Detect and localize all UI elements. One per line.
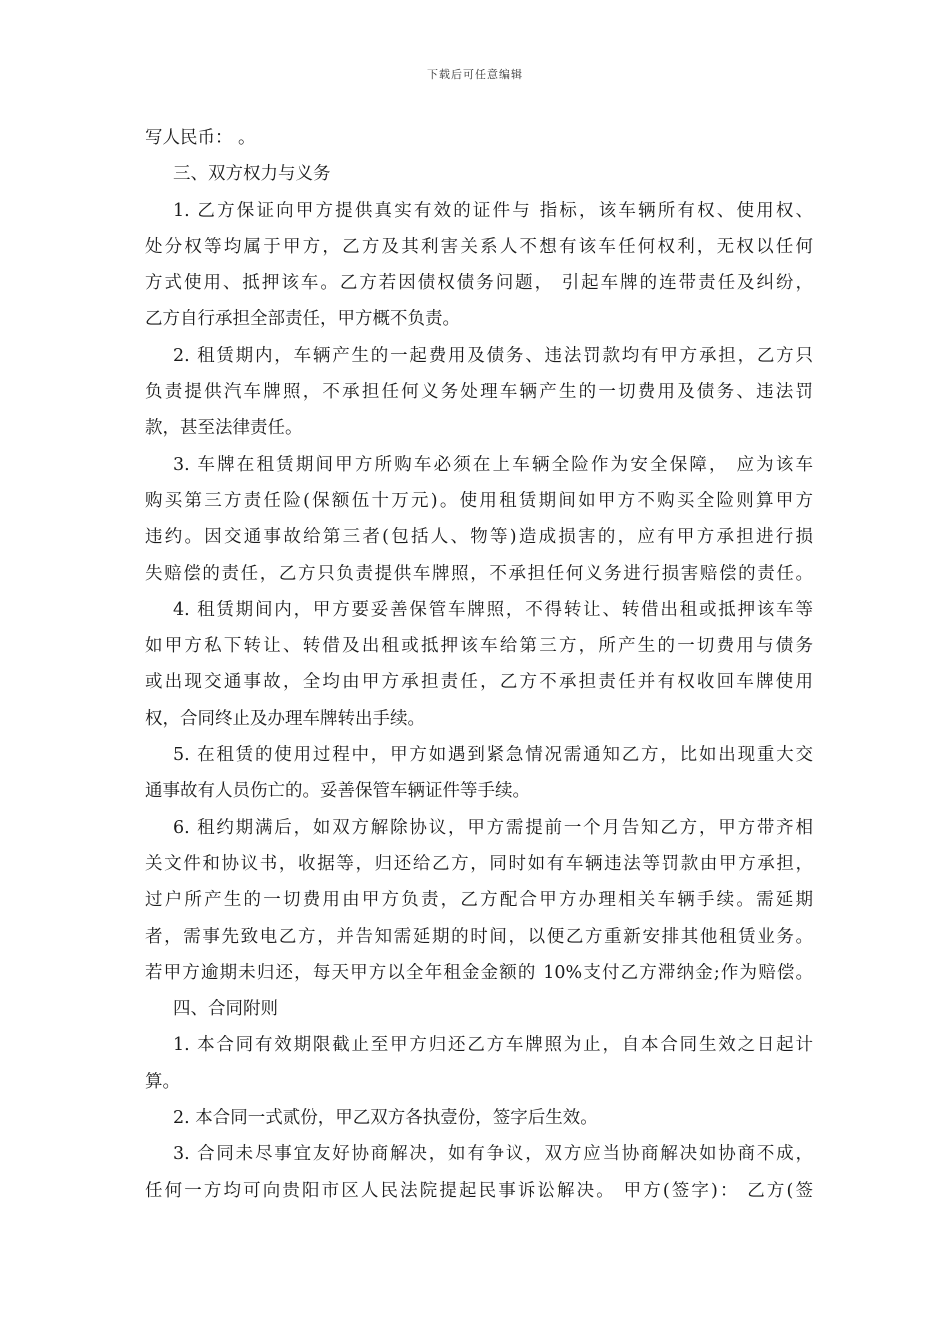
text-line: 方式使用、抵押该车。乙方若因债权债务问题， 引起车牌的连带责任及纠纷，	[145, 273, 813, 294]
signature-line: 任何一方均可向贵阳市区人民法院提起民事诉讼解决。 甲方(签字)： 乙方(签	[145, 1180, 813, 1201]
text-line: 6. 租约期满后，如双方解除协议，甲方需提前一个月告知乙方，甲方带齐相	[173, 817, 813, 838]
section-heading-appendix: 四、合同附则	[173, 999, 278, 1020]
text-line: 关文件和协议书，收据等，归还给乙方，同时如有车辆违法等罚款由甲方承担，	[145, 853, 813, 874]
text-line: 4. 租赁期间内，甲方要妥善保管车牌照，不得转让、转借出租或抵押该车等	[173, 599, 813, 620]
text-line: 2. 本合同一式贰份，甲乙双方各执壹份，签字后生效。	[173, 1108, 598, 1129]
text-line: 违约。因交通事故给第三者(包括人、物等)造成损害的，应有甲方承担进行损	[145, 527, 813, 548]
text-line: 1. 乙方保证向甲方提供真实有效的证件与 指标，该车辆所有权、使用权、	[173, 200, 813, 221]
text-line: 3. 合同未尽事宜友好协商解决，如有争议，双方应当协商解决如协商不成，	[173, 1144, 813, 1165]
text-line: 或出现交通事故，全均由甲方承担责任，乙方不承担责任并有权收回车牌使用	[145, 672, 813, 693]
text-line: 2. 租赁期内，车辆产生的一起费用及债务、违法罚款均有甲方承担，乙方只	[173, 345, 813, 366]
text-line: 权，合同终止及办理车牌转出手续。	[145, 708, 425, 729]
section-heading-rights: 三、双方权力与义务	[173, 164, 331, 185]
text-line: 如甲方私下转让、转借及出租或抵押该车给第三方，所产生的一切费用与债务	[145, 636, 813, 657]
text-line: 款，甚至法律责任。	[145, 418, 303, 439]
text-line: 1. 本合同有效期限截止至甲方归还乙方车牌照为止，自本合同生效之日起计	[173, 1035, 813, 1056]
text-line: 若甲方逾期未归还，每天甲方以全年租金金额的 10%支付乙方滞纳金;作为赔偿。	[145, 962, 813, 983]
text-line: 处分权等均属于甲方，乙方及其利害关系人不想有该车任何权利，无权以任何	[145, 236, 813, 257]
text-line: 过户所产生的一切费用由甲方负责，乙方配合甲方办理相关车辆手续。需延期	[145, 890, 813, 911]
text-line: 购买第三方责任险(保额伍十万元)。使用租赁期间如甲方不购买全险则算甲方	[145, 490, 813, 511]
text-line: 3. 车牌在租赁期间甲方所购车必须在上车辆全险作为安全保障， 应为该车	[173, 454, 813, 475]
page-header-note: 下载后可任意编辑	[427, 68, 523, 81]
text-line: 写人民币： 。	[145, 128, 256, 148]
text-line: 通事故有人员伤亡的。妥善保管车辆证件等手续。	[145, 781, 530, 802]
contract-body	[145, 120, 813, 1209]
text-line: 失赔偿的责任，乙方只负责提供车牌照，不承担任何义务进行损害赔偿的责任。	[145, 563, 813, 584]
text-line: 5. 在租赁的使用过程中，甲方如遇到紧急情况需通知乙方，比如出现重大交	[173, 745, 813, 766]
text-line: 乙方自行承担全部责任，甲方概不负责。	[145, 309, 460, 330]
text-line: 负责提供汽车牌照，不承担任何义务处理车辆产生的一切费用及债务、违法罚	[145, 382, 813, 403]
text-line: 者，需事先致电乙方，并告知需延期的时间，以便乙方重新安排其他租赁业务。	[145, 926, 813, 947]
text-line: 算。	[145, 1071, 180, 1092]
